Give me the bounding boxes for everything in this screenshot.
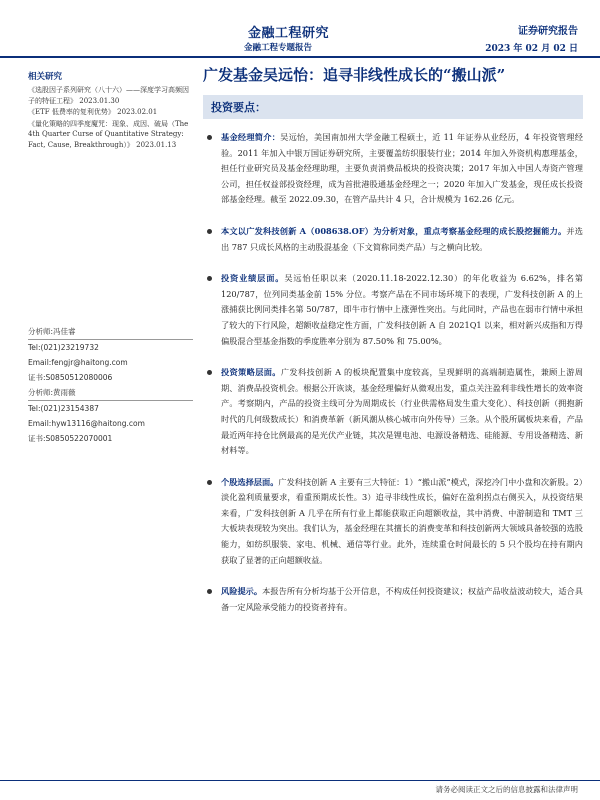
key-point-lead: 个股选择层面。: [221, 476, 279, 487]
related-item-date: 2023.02.01: [117, 108, 158, 116]
analyst-name: 分析师:黄雨薇: [28, 388, 76, 397]
key-point-lead: 风险提示。: [221, 586, 263, 597]
header-title: 金融工程研究: [248, 26, 330, 41]
related-item-title: 《ETF 低费率的复利优势》: [28, 108, 115, 116]
related-item[interactable]: [28, 119, 193, 151]
footer-disclaimer: 请务必阅读正文之后的信息披露和法律声明: [435, 785, 578, 794]
related-item-date: 2023.01.30: [79, 96, 120, 105]
key-point: [203, 365, 583, 459]
key-point-lead: 本文以广发科技创新 A（008638.OF）为分析对象，重点考察基金经理的成长股挖掘能力。: [221, 225, 567, 236]
analyst-email[interactable]: Email:hyw13116@haitong.com: [28, 419, 145, 428]
key-point: [203, 130, 583, 208]
header-subtitle: 金融工程专题报告: [244, 43, 313, 53]
report-type: 证券研究报告: [518, 26, 578, 37]
bullet-icon: [207, 229, 212, 234]
report-title: 广发基金吴远怡：追寻非线性成长的“搬山派”: [203, 66, 506, 84]
key-point: [203, 584, 583, 615]
key-point-body: 吴远怡，美国南加州大学金融工程硕士，近 11 年证券从业经历，4 年投资管理经验。2011 年加入中银万国证券研究所，主要覆盖纺织服装行业；2014 年加入外资机构惠理基金，担任行业研究员及基金经理助理，主要负责消费品板块的投资决策；2017 年加入中国人寿资产管理公司，担任权益部投资经理，成为首批港股通基金经理之一；2020 年加入广发基金，现任成长投资部基金经理。截至 2022.09.30，在管产品共计 4 只，合计规模为 162.26 亿元。: [221, 132, 583, 205]
related-heading: 相关研究: [28, 72, 63, 82]
footer-divider: [0, 780, 600, 781]
analyst-phone: Tel:(021)23219732: [28, 343, 99, 352]
analyst-phone: Tel:(021)23154387: [28, 404, 99, 413]
key-point: [203, 271, 583, 349]
analyst-email[interactable]: Email:fengjr@haitong.com: [28, 358, 128, 367]
key-point: [203, 224, 583, 255]
related-item-title: 《选股因子系列研究（八十六）——深度学习高频因子的特征工程》: [28, 86, 189, 105]
key-points-banner: [203, 95, 583, 119]
key-point-body: 广发科技创新 A 主要有三大特征：1）“搬山派”模式，深挖冷门中小盘和次新股。2）淡化盈利质量要求，看重预期成长性。3）追寻非线性成长，偏好在盈利拐点右侧买入，从投资结果来看，广发科技创新 A 几乎在所有行业上都能获取正向超额收益，其中消费、中游制造和 TMT 三大板块表现较为突出。我们认为，基金经理在其擅长的消费变革和科技创新两大领域具备较强的选股能力，如纺织服装、家电、机械、通信等行业。此外，连续重仓时间最长的 5 只个股均在持有期内获取了显著的正向超额收益。: [221, 476, 583, 565]
bullet-icon: [207, 480, 212, 485]
key-point-body: 吴远怡任职以来（2020.11.18-2022.12.30）的年化收益为 6.62%，排名第 120/787，位列同类基金前 15% 分位。考察产品在不同市场环境下的表现，广发科技创新 A 的上涨捕获比例同类排名第 50/787，即牛市行情中上涨弹性突出。与此同时，产品也在弱市行情中承担了较大的下行风险，超额收益稳定性方面，广发科技创新 A 自 2021Q1 以来，相对新兴成指和万得偏股混合型基金指数的季度胜率分别为 87.50% 和 75.00%。: [221, 273, 583, 346]
related-item-title: 《量化策略的四季度魔咒：现象、成因、破局（The 4th Quarter Curse of Quantitative Strategy: Fact, Cause, Breakthrough）》: [28, 119, 189, 149]
key-point: [203, 475, 583, 569]
bullet-icon: [207, 370, 212, 375]
analyst-block: [28, 324, 193, 446]
key-point-lead: 基金经理简介：: [221, 132, 281, 142]
key-points-list: [203, 130, 583, 615]
bullet-icon: [207, 589, 212, 594]
key-point-body: 广发科技创新 A 的板块配置集中度较高，呈现鲜明的高端制造属性，兼顾上游周期、消费品投资机会。根据公开诙谈，基金经理偏好从微观出发，重点关注盈利非线性增长的效率资产。考察期内，产品的投资主线可分为周期成长（行业供需格局发生重大变化）、科技创新（拥抱新时代的几何级数成长）和消费革新（新风潮从核心城市向外传导）三条。从个股所属板块来看，产品最近两年持仓比例最高的是光伏产业链，其次是锂电池、电源设备精选、硅能源、专用设备精选、新材料等。: [221, 367, 583, 456]
key-point-lead: 投资策略层面。: [221, 367, 281, 378]
key-point-body: 本报告所有分析均基于公开信息，不构成任何投资建议；权益产品收益波动较大，适合具备一定风险承受能力的投资者持有。: [221, 586, 583, 612]
key-point-body: 并选出 787 只成长风格的主动股混基金（下文简称同类产品）与之横向比较。: [221, 225, 583, 252]
header-divider: [0, 56, 600, 58]
related-item-date: 2023.01.13: [136, 140, 177, 149]
key-points-label: 投资要点：: [211, 101, 266, 114]
key-point-lead: 投资业绩层面。: [221, 273, 285, 284]
analyst-cert: 证书:S0850522070001: [28, 434, 113, 443]
bullet-icon: [207, 135, 212, 140]
analyst-cert: 证书:S0850512080006: [28, 373, 113, 382]
related-item[interactable]: [28, 107, 193, 118]
related-item[interactable]: [28, 85, 193, 106]
related-research: [28, 70, 193, 151]
bullet-icon: [207, 276, 212, 281]
analyst-name: 分析师:冯佳睿: [28, 327, 76, 336]
report-date: 2023 年 02 月 02 日: [485, 44, 578, 54]
